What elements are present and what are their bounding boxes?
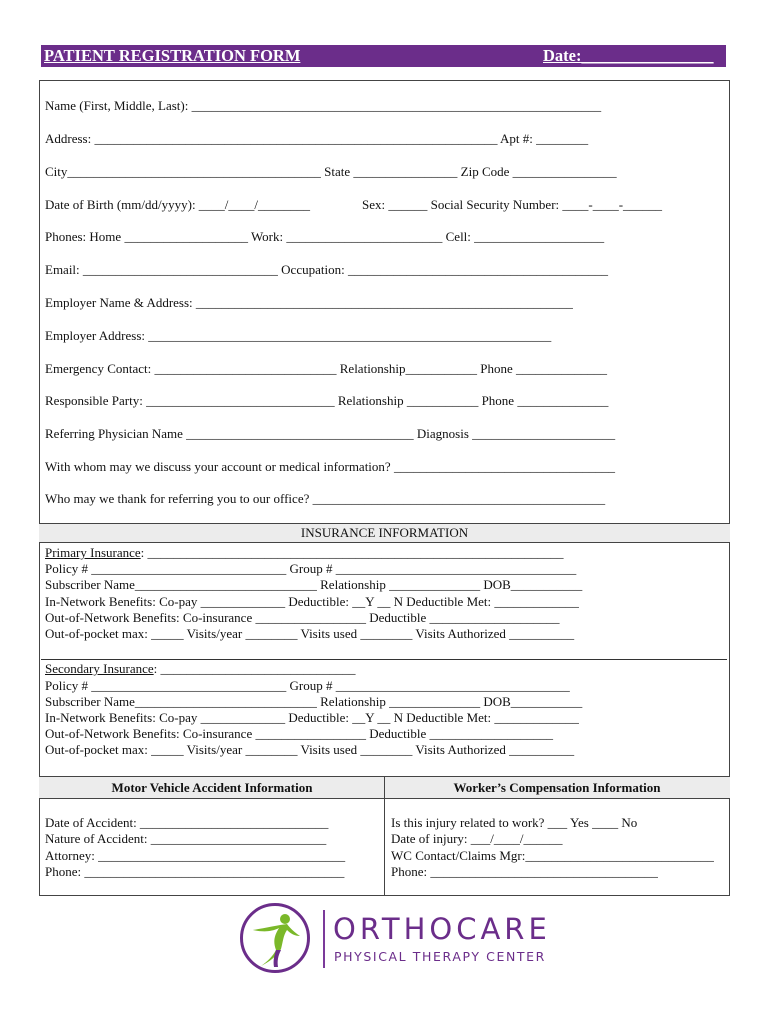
- insurance-divider: [41, 659, 727, 660]
- secondary-insurance-field[interactable]: [45, 661, 356, 676]
- primary-policy-field[interactable]: Policy # ______________________________ Group # _____________________________________: [45, 561, 577, 576]
- attorney-phone-field[interactable]: Phone: ________________________________________: [45, 864, 345, 879]
- logo-subtitle: PHYSICAL THERAPY CENTER: [334, 949, 546, 964]
- secondary-subscriber-field[interactable]: Subscriber Name____________________________ Relationship ______________ DOB___________: [45, 694, 583, 709]
- secondary-policy-field[interactable]: Policy # ______________________________ Group # ____________________________________: [45, 678, 570, 693]
- motor-vehicle-heading: Motor Vehicle Accident Information: [39, 776, 385, 799]
- referring-physician-field[interactable]: Referring Physician Name ___________________________________ Diagnosis ______________________: [45, 426, 616, 441]
- secondary-in-network-field[interactable]: In-Network Benefits: Co-pay _____________ Deductible: __Y __ N Deductible Met: _____________: [45, 710, 579, 725]
- orthocare-logo: [237, 900, 551, 980]
- secondary-out-network-field[interactable]: Out-of-Network Benefits: Co-insurance _________________ Deductible ___________________: [45, 726, 554, 741]
- wc-phone-field[interactable]: Phone: ___________________________________: [391, 864, 658, 879]
- emergency-contact-field[interactable]: Emergency Contact: ____________________________ Relationship___________ Phone ______________: [45, 361, 607, 376]
- attorney-field[interactable]: Attorney: ______________________________________: [45, 848, 346, 863]
- injury-date-field[interactable]: Date of injury: ___/____/______: [391, 831, 563, 846]
- secondary-oop-field[interactable]: Out-of-pocket max: _____ Visits/year ________ Visits used ________ Visits Authorized __________: [45, 742, 575, 757]
- primary-insurance-field[interactable]: [45, 545, 564, 560]
- form-title: PATIENT REGISTRATION FORM: [44, 46, 301, 65]
- primary-in-network-field[interactable]: In-Network Benefits: Co-pay _____________ Deductible: __Y __ N Deductible Met: _____________: [45, 594, 579, 609]
- work-related-field[interactable]: Is this injury related to work? ___ Yes ____ No: [391, 815, 638, 830]
- wc-contact-field[interactable]: WC Contact/Claims Mgr:_____________________________: [391, 848, 714, 863]
- primary-insurance-label: Primary Insurance: [45, 545, 141, 560]
- workers-comp-heading: Worker’s Compensation Information: [384, 776, 730, 799]
- responsible-party-field[interactable]: Responsible Party: _____________________________ Relationship ___________ Phone ______________: [45, 393, 609, 408]
- insurance-heading: INSURANCE INFORMATION: [39, 523, 730, 543]
- form-header-bar: [41, 45, 726, 67]
- secondary-insurance-label: Secondary Insurance: [45, 661, 154, 676]
- email-occupation-field[interactable]: Email: ______________________________ Occupation: ________________________________________: [45, 262, 608, 277]
- column-divider: [384, 776, 385, 896]
- accident-date-field[interactable]: Date of Accident: _____________________________: [45, 815, 329, 830]
- logo-name: ORTHOCARE: [333, 912, 551, 946]
- logo-emblem: [240, 903, 310, 973]
- city-state-zip-field[interactable]: City_______________________________________ State ________________ Zip Code ________________: [45, 164, 617, 179]
- primary-subscriber-field[interactable]: Subscriber Name____________________________ Relationship ______________ DOB___________: [45, 577, 583, 592]
- logo-divider: [323, 910, 325, 968]
- sex-ssn-field[interactable]: Sex: ______ Social Security Number: ____-____-______: [362, 197, 663, 212]
- discuss-account-field[interactable]: With whom may we discuss your account or medical information? __________________________________: [45, 459, 615, 474]
- primary-oop-field[interactable]: Out-of-pocket max: _____ Visits/year ________ Visits used ________ Visits Authorized __________: [45, 626, 575, 641]
- primary-out-network-field[interactable]: Out-of-Network Benefits: Co-insurance _________________ Deductible ____________________: [45, 610, 560, 625]
- runner-figure-icon: [243, 906, 307, 970]
- dob-field[interactable]: Date of Birth (mm/dd/yyyy): ____/____/________: [45, 197, 311, 212]
- employer-name-field[interactable]: Employer Name & Address: __________________________________________________________: [45, 295, 573, 310]
- employer-address-field[interactable]: Employer Address: ______________________________________________________________: [45, 328, 552, 343]
- primary-insurance-blank: : ________________________________________________________________: [140, 545, 564, 560]
- address-field[interactable]: Address: ______________________________________________________________ Apt #: ________: [45, 131, 589, 146]
- secondary-insurance-blank: : ______________________________: [153, 661, 356, 676]
- referral-thanks-field[interactable]: Who may we thank for referring you to our office? _____________________________________________: [45, 491, 606, 506]
- accident-nature-field[interactable]: Nature of Accident: ___________________________: [45, 831, 327, 846]
- date-field[interactable]: Date:________________: [543, 46, 714, 65]
- name-field[interactable]: Name (First, Middle, Last): _______________________________________________________________: [45, 98, 602, 113]
- phones-field[interactable]: Phones: Home ___________________ Work: ________________________ Cell: ____________________: [45, 229, 605, 244]
